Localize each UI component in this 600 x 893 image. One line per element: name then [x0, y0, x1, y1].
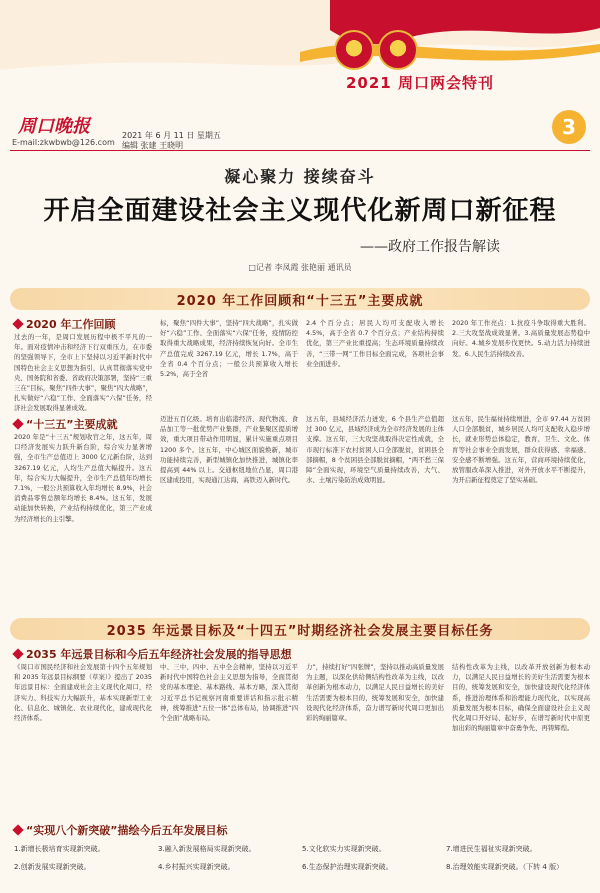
goals-list-row: [14, 862, 590, 872]
subhead-2020-review: [14, 316, 115, 332]
list-item: 3.融入新发展格局实现新突破。: [158, 845, 256, 853]
section-band-goals: 2035 年远景目标及“十四五”时期经济社会发展主要目标任务: [10, 618, 590, 640]
article-column: 迈进五百亿级。培育出临港经济、现代物流、食品加工等一批优势产业集群，产业集聚区提质增效，重大项目带动作用明显，累计实施重点项目 1200 多个。这五年，中心城区面貌焕新，城市功能持续完善，新型城镇化加快推进，城镇化率提高到 44% 以上。交通枢纽地位凸显，周口港区建成投用，实现通江达海，高铁迈入新时代。: [160, 415, 298, 485]
article-column: 2020 年是“十三五”规划收官之年，这五年，周口经济发展实力跃升新台阶，综合实力显著增强，全市生产总值迈上 3000 亿元新台阶，达到 3267.19 亿元，人均生产总值大幅提升。这五年，综合实力大幅提升，全市生产总值年均增长 7.1%，一般公共预算收入年均增长 8.9%，社会消费品零售总额年均增长 8.4%。这五年，发展动能加快转换，产业结构持续优化，第三产业成为经济增长的主引擎。: [14, 433, 152, 523]
diamond-icon: [12, 648, 23, 659]
subhead-label: 2035 年远景目标和今后五年经济社会发展的指导思想: [26, 648, 292, 661]
list-item: 8.治理效能实现新突破。（下转 4 版）: [446, 863, 564, 871]
list-item: 6.生态保护治理实现新突破。: [302, 863, 393, 871]
list-item: 2.创新发展实现新突破。: [14, 863, 91, 871]
email: E-mail:zkwbwb@126.com: [12, 138, 115, 147]
list-item: 7.增进民生福祉实现新突破。: [446, 845, 537, 853]
diamond-icon: [12, 824, 23, 835]
article-column: 标，聚焦“四件大事”，坚持“四大战略”，扎实做好“六稳”工作、全面落实“六保”任务，疫情防控取得重大战略成果，经济持续恢复向好。全市生产总值完成 3267.19 亿元，增长 1.7%，高于全省 0.4 个百分点；一般公共预算收入增长 5.2%，高于全省: [160, 319, 298, 379]
page-number: 3: [552, 110, 586, 144]
subhead-13th-plan: [14, 416, 117, 432]
masthead: [10, 110, 590, 152]
special-edition-title: 2021 周口两会特刊: [346, 74, 494, 92]
divider: [10, 150, 590, 151]
article-column: 过去的一年，是周口发展历程中极不平凡的一年。面对疫情冲击和经济下行双重压力，在市委的坚强领导下，全市上下坚持以习近平新时代中国特色社会主义思想为指引，认真贯彻落实党中央、国务院和省委、省政府决策部署，坚持“三重三在”目标，聚焦“四件大事”，聚焦“四大战略”，扎实做好“六稳”工作、全面落实“六保”任务，经济社会发展取得显著成效。: [14, 333, 152, 413]
subhead-2035-vision: [14, 646, 291, 662]
article-column: 2.4 个百分点；居民人均可支配收入增长 4.5%，高于全省 0.7 个百分点；产业结构持续优化，第三产业比重提高；生态环境质量持续改善，“三带一网”工作目标全面完成，各项社会事业全面进步。: [306, 319, 444, 368]
headline-title: 开启全面建设社会主义现代化新周口新征程: [43, 196, 557, 226]
article-column: 2020 年工作亮点：1.抗疫斗争取得重大胜利。2.三大攻坚战成效显著。3.高质量发展态势稳中向好。4.城乡发展步伐更快。5.动力活力持续迸发。6.人民生活持续改善。: [452, 319, 590, 358]
headline: [10, 158, 590, 278]
list-item: 5.文化软实力实现新突破。: [302, 845, 386, 853]
article-column: 《周口市国民经济和社会发展第十四个五年规划和 2035 年远景目标纲要（草案）》提出了 2035 年远景目标：全面建成社会主义现代化周口，经济实力、科技实力大幅跃升，基本实现新型工业化、信息化、城镇化、农业现代化，建成现代化经济体系。: [14, 663, 152, 723]
article-column: 中、三中、四中、五中全会精神，坚持以习近平新时代中国特色社会主义思想为指导，全面贯彻党的基本理论、基本路线、基本方略，深入贯彻习近平总书记视察河南重要讲话和指示批示精神，统筹推进“五位一体”总体布局，协调推进“四个全面”战略布局。: [160, 663, 298, 723]
article-column: 结构性改革为主线，以改革开放创新为根本动力，以满足人民日益增长的美好生活需要为根本目的，统筹发展和安全，加快建设现代化经济体系，推进治理体系和治理能力现代化，以实现高质量发展为根本目标，确保全面建设社会主义现代化周口开好局、起好步，在谱写新时代中原更加出彩的绚丽篇章中奋勇争先、再铸辉煌。: [452, 663, 590, 733]
emblems: [334, 30, 424, 74]
issue-date: 2021 年 6 月 11 日 星期五: [122, 131, 221, 140]
article-column: 这五年，县域经济活力迸发，6 个县生产总值超过 300 亿元，县域经济成为全市经济发展的主体支撑。这五年，三大攻坚战取得决定性成就，全市现行标准下农村贫困人口全部脱贫，贫困县全部摘帽，8 个贫困县全部脱贫摘帽，“两不愁三保障”全面实现，环境空气质量持续改善，大气、水、土壤污染防治成效明显。: [306, 415, 444, 485]
newspaper-logo: 周口晚报: [18, 116, 90, 137]
diamond-icon: [12, 318, 23, 329]
subhead-eight-breakthroughs: [14, 822, 227, 838]
article-column: 力”，持续打好“四张牌”，坚持以推动高质量发展为主题，以深化供给侧结构性改革为主线，以改革创新为根本动力，以满足人民日益增长的美好生活需要为根本目的，统筹发展和安全，加快建设现代化经济体系，奋力谱写新时代周口更加出彩的绚丽篇章。: [306, 663, 444, 723]
cppcc-emblem-icon: [378, 30, 418, 70]
subhead-label: “实现八个新突破”描绘今后五年发展目标: [26, 824, 228, 837]
headline-subtitle: 凝心聚力 接续奋斗: [224, 167, 376, 186]
top-banner: [0, 0, 600, 100]
diamond-icon: [12, 418, 23, 429]
national-emblem-icon: [334, 30, 374, 70]
subhead-label: “十三五”主要成就: [26, 418, 118, 431]
section-band-review: 2020 年工作回顾和“十三五”主要成就: [10, 288, 590, 310]
goals-list-row: [14, 844, 590, 854]
headline-kicker: ——政府工作报告解读: [360, 239, 500, 255]
list-item: 1.新增长极培育实现新突破。: [14, 845, 105, 853]
subhead-label: 2020 年工作回顾: [26, 318, 116, 331]
editor-credit: 编辑 张建 王晓明: [122, 141, 184, 150]
banner-wave: [0, 0, 600, 100]
byline: □记者 李凤霞 张艳丽 通讯员: [248, 263, 352, 272]
list-item: 4.乡村振兴实现新突破。: [158, 863, 235, 871]
article-column: 这五年，民生福祉持续增进，全市 97.44 万贫困人口全部脱贫，城乡居民人均可支配收入稳步增长，就业形势总体稳定，教育、卫生、文化、体育等社会事业全面发展，群众获得感、幸福感、安全感不断增强。这五年，营商环境持续优化，放管服改革深入推进，对外开放水平不断提升，为开启新征程奠定了坚实基础。: [452, 415, 590, 485]
